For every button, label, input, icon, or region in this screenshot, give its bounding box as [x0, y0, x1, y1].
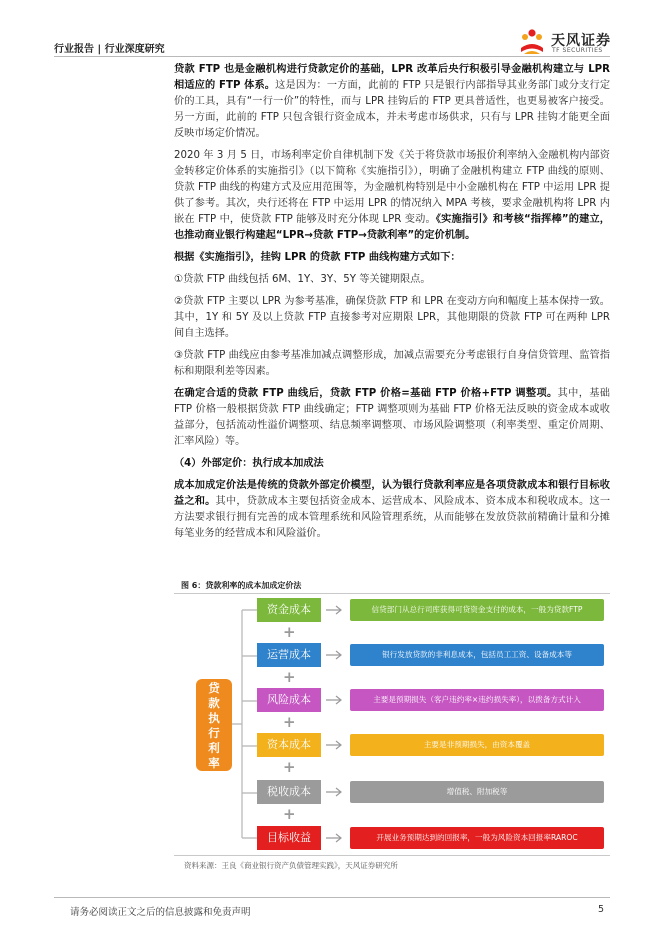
row-label-risk-cost: 风险成本 — [257, 688, 321, 712]
row-label-operating-cost: 运营成本 — [257, 643, 321, 667]
disclaimer-text: 请务必阅读正文之后的信息披露和免责声明 — [70, 907, 251, 918]
row-label-tax-cost: 税收成本 — [257, 780, 321, 804]
plus-icon: + — [283, 713, 296, 731]
arrow-icon — [326, 740, 344, 750]
logo-name-cn: 天风证券 — [551, 33, 611, 49]
figure-top-rule — [174, 593, 610, 594]
plus-icon: + — [283, 668, 296, 686]
row-desc-target-return: 开展业务预期达到的回报率，一般为风险资本回报率RAROC — [350, 827, 604, 849]
paragraph-4: ①贷款 FTP 曲线包括 6M、1Y、3Y、5Y 等关键期限点。 — [174, 274, 431, 285]
paragraph-6: ③贷款 FTP 曲线应由参考基准加减点调整形成，加减点需要充分考虑银行自身信贷管理、监管指标和期限利差等因素。 — [174, 350, 610, 377]
report-body — [174, 62, 610, 548]
plus-icon: + — [283, 623, 296, 641]
brand-logo — [518, 28, 628, 58]
paragraph-5: ②贷款 FTP 主要以 LPR 为参考基准，确保贷款 FTP 和 LPR 在变动方向和幅度上基本保持一致。其中，1Y 和 5Y 及以上贷款 FTP 直接参考对应期限 LPR，其他期限的贷款 FTP 可在两种 LPR 间自主选择。 — [174, 296, 610, 339]
arrow-icon — [326, 650, 344, 660]
row-label-capital-cost: 资本成本 — [257, 733, 321, 757]
arrow-icon — [326, 605, 344, 615]
arrow-icon — [326, 833, 344, 843]
figure-bottom-rule — [174, 855, 610, 856]
root-label-box: 贷 款 执 行 利 率 — [196, 679, 232, 771]
paragraph-3: 根据《实施指引》，挂钩 LPR 的贷款 FTP 曲线构建方式如下： — [174, 252, 461, 263]
header-rule — [54, 56, 610, 57]
row-desc-tax-cost: 增值税、附加税等 — [350, 781, 604, 803]
logo-name-en: TF SECURITIES — [552, 47, 603, 54]
footer-rule — [54, 897, 610, 898]
paragraph-7: 在确定合适的贷款 FTP 曲线后，贷款 FTP 价格=基础 FTP 价格+FTP 调整项。其中，基础 FTP 价格一般根据贷款 FTP 曲线确定；FTP 调整项则为基础 FTP 价格无法反映的资金成本或收益部分，包括流动性溢价调整项、结息频率调整项、市场风险调整项（利率类型、重定价周期、汇率风险）等。 — [174, 388, 610, 447]
row-desc-funding-cost: 信贷部门从总行司库获得可贷资金支付的成本，一般为贷款FTP — [350, 599, 604, 621]
row-label-funding-cost: 资金成本 — [257, 598, 321, 622]
plus-icon: + — [283, 805, 296, 823]
section-heading: （4）外部定价：执行成本加成法 — [174, 458, 324, 469]
tf-logo-icon — [518, 28, 546, 56]
row-desc-risk-cost: 主要是预期损失（客户违约率×违约损失率），以拨备方式计入 — [350, 689, 604, 711]
page-number: 5 — [598, 904, 605, 915]
row-label-target-return: 目标收益 — [257, 826, 321, 850]
figure-source: 资料来源：王良《商业银行资产负债管理实践》，天风证券研究所 — [184, 861, 398, 870]
row-desc-operating-cost: 银行发放贷款的非利息成本，包括员工工资、设备成本等 — [350, 644, 604, 666]
paragraph-1: 贷款 FTP 也是金融机构进行贷款定价的基础，LPR 改革后央行积极引导金融机构建立与 LPR 相适应的 FTP 体系。这是因为：一方面，此前的 FTP 只是银行内部指导其业务部门或分支行定价的工具，具有“一行一价”的特性，而与 LPR 挂钩后的 FTP 更具普适性，也更易被客户接受。另一方面，此前的 FTP 只包含银行资金成本，并未考虑市场供求，只有与 LPR 挂钩才能更全面反映市场定价情况。 — [174, 64, 610, 139]
figure-title: 图 6：贷款利率的成本加成定价法 — [181, 581, 302, 590]
figure-connector — [232, 600, 262, 840]
paragraph-8: 成本加成定价法是传统的贷款外部定价模型，认为银行贷款利率应是各项贷款成本和银行目标收益之和。其中，贷款成本主要包括资金成本、运营成本、风险成本、资本成本和税收成本。这一方法要求银行拥有完善的成本管理系统和风险管理系统，从而能够在发放贷款前精确计量和分摊每笔业务的经营成本和风险溢价。 — [174, 480, 611, 539]
arrow-icon — [326, 787, 344, 797]
paragraph-2: 2020 年 3 月 5 日，市场利率定价自律机制下发《关于将贷款市场报价利率纳入金融机构内部资金转移定价体系的实施指引》（以下简称《实施指引》），明确了金融机构建立 FTP 曲线的原则、贷款 FTP 曲线的构建方式及应用范围等，为金融机构特别是中小金融机构在 FTP 中运用 LPR 提供了参考。其次，央行还将在 FTP 中运用 LPR 的情况纳入 MPA 考核，要求金融机构将 LPR 内嵌在 FTP 中，使贷款 FTP 能够及时充分体现 LPR 变动。《实施指引》和考核“指挥棒”的建立，也推动商业银行构建起“LPR→贷款 FTP→贷款利率”的定价机制。 — [174, 150, 610, 241]
row-desc-capital-cost: 主要是非预期损失，由资本覆盖 — [350, 734, 604, 756]
arrow-icon — [326, 695, 344, 705]
report-category: 行业报告 | 行业深度研究 — [54, 44, 165, 55]
plus-icon: + — [283, 758, 296, 776]
